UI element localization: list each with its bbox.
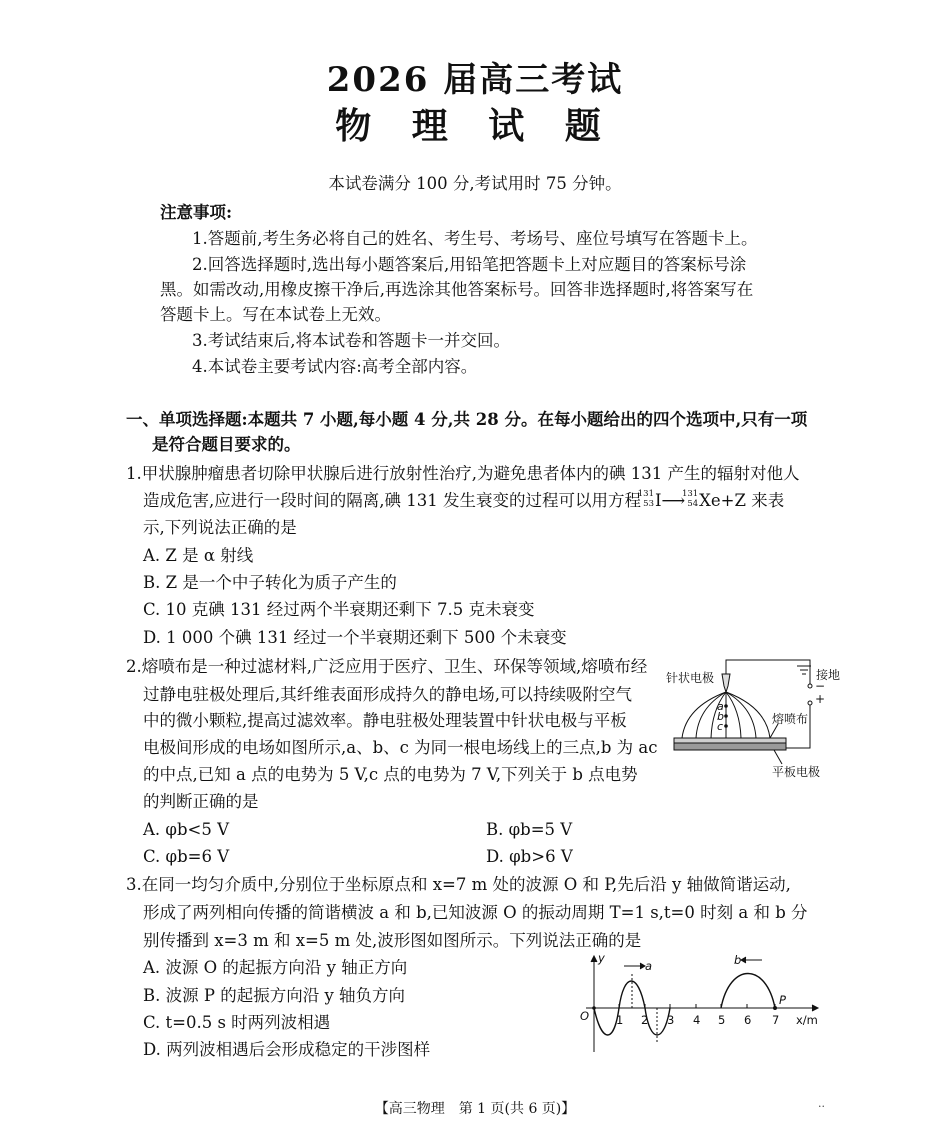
q1-xenon-nucleon: 131 54: [681, 489, 699, 509]
q2-option-b[interactable]: B. φb=5 V: [486, 820, 573, 839]
point-c-marker: [724, 724, 728, 728]
notice-item-4: 4.本试卷主要考试内容:高考全部内容。: [192, 357, 478, 376]
field-line: [726, 692, 770, 738]
q1-stem-line3: 示,下列说法正确的是: [143, 518, 297, 537]
label-minus: −: [815, 679, 826, 693]
q2-stem-line1: 2.熔喷布是一种过滤材料,广泛应用于医疗、卫生、环保等领域,熔喷布经: [126, 657, 648, 676]
top-wire: [726, 660, 810, 684]
q1-option-b[interactable]: B. Z 是一个中子转化为质子产生的: [143, 573, 397, 592]
meltblown-cloth: [674, 738, 786, 743]
origin-label: O: [580, 1009, 590, 1023]
q1-stem-line2: 造成危害,应进行一段时间的隔离,碘 131 发生衰变的过程可以用方程 131 53 I⟶ 131 54 Xe+Z 来表: [143, 489, 785, 510]
field-line: [726, 692, 741, 738]
q2-stem-line4: 电极间形成的电场如图所示,a、b、c 为同一根电场线上的三点,b 为 ac: [143, 738, 658, 757]
tick-6: 6: [744, 1013, 752, 1027]
tick-3: 3: [667, 1013, 675, 1027]
wave-b-curve: [721, 974, 775, 1009]
terminal-minus: [808, 684, 812, 688]
wave-figure: [576, 952, 826, 1056]
tick-2: 2: [641, 1013, 649, 1027]
tick-4: 4: [693, 1013, 701, 1027]
page-footer: 【高三物理 第 1 页(共 6 页)】: [374, 1101, 576, 1117]
tick-7: 7: [772, 1013, 780, 1027]
exam-subtitle: 物 理 试 题: [335, 105, 615, 147]
tick-5: 5: [718, 1013, 726, 1027]
x-axis-label: x/m: [796, 1013, 818, 1027]
q2-option-a[interactable]: A. φb<5 V: [143, 820, 230, 839]
q2-option-c[interactable]: C. φb=6 V: [143, 847, 230, 866]
label-point-c: c: [717, 720, 724, 733]
q3-stem-line1: 3.在同一均匀介质中,分别位于坐标原点和 x=7 m 处的波源 O 和 P,先后沿 y 轴做简谐运动,: [126, 875, 791, 894]
q3-option-d[interactable]: D. 两列波相遇后会形成稳定的干涉图样: [143, 1040, 431, 1059]
label-ground: 接地: [816, 668, 841, 682]
notice-heading: 注意事项:: [160, 203, 233, 222]
source-p-label: P: [779, 993, 786, 1007]
y-axis-label: y: [598, 952, 605, 965]
notice-item-2-cont: 黑。如需改动,用橡皮擦干净后,再选涂其他答案标号。回答非选择题时,将答案写在: [160, 280, 754, 299]
wave-a-label: a: [645, 959, 653, 973]
electret-device-figure: [664, 652, 854, 780]
q2-option-d[interactable]: D. φb>6 V: [486, 847, 573, 866]
x-axis-arrow: [812, 1005, 818, 1011]
q2-stem-line2: 过静电驻极处理后,其纤维表面形成持久的静电场,可以持续吸附空气: [143, 685, 632, 704]
section-heading: 一、单项选择题:本题共 7 小题,每小题 4 分,共 28 分。在每小题给出的四个选项中,只有一项: [126, 410, 808, 429]
notice-item-2-end: 答题卡上。写在本试卷上无效。: [160, 305, 391, 324]
y-axis-arrow: [591, 956, 597, 962]
q2-stem-line5: 的中点,已知 a 点的电势为 5 V,c 点的电势为 7 V,下列关于 b 点电势: [143, 765, 638, 784]
q2-stem-line3: 中的微小颗粒,提高过滤效率。静电驻极处理装置中针状电极与平板: [143, 711, 627, 730]
tick-1: 1: [616, 1013, 624, 1027]
q1-arrow: ⟶: [661, 491, 686, 510]
point-b-marker: [724, 714, 728, 718]
notice-item-1: 1.答题前,考生务必将自己的姓名、考生号、考场号、座位号填写在答题卡上。: [192, 229, 758, 248]
label-cloth: 熔喷布: [772, 712, 809, 726]
wave-b-label: b: [734, 953, 742, 967]
needle-electrode: [722, 674, 730, 692]
label-point-a: a: [717, 700, 724, 713]
source-p-marker: [773, 1006, 777, 1010]
q2-stem-line6: 的判断正确的是: [143, 792, 259, 811]
q3-option-b[interactable]: B. 波源 P 的起振方向沿 y 轴负方向: [143, 986, 406, 1005]
label-plus: +: [815, 692, 826, 706]
label-needle: 针状电极: [666, 671, 715, 685]
q3-option-c[interactable]: C. t=0.5 s 时两列波相遇: [143, 1013, 331, 1032]
q1-iodine-nucleon: 131 53: [637, 489, 654, 509]
label-point-b: b: [717, 710, 724, 723]
flat-plate-electrode: [674, 743, 786, 750]
label-plate: 平板电极: [772, 765, 821, 779]
q3-stem-line3: 别传播到 x=3 m 和 x=5 m 处,波形图如图所示。下列说法正确的是: [143, 931, 642, 950]
q3-option-a[interactable]: A. 波源 O 的起振方向沿 y 轴正方向: [143, 958, 408, 977]
q1-option-c[interactable]: C. 10 克碘 131 经过两个半衰期还剩下 7.5 克未衰变: [143, 600, 535, 619]
q1-stem-line1: 1.甲状腺肿瘤患者切除甲状腺后进行放射性治疗,为避免患者体内的碘 131 产生的辐射对他人: [126, 464, 800, 483]
q3-stem-line2: 形成了两列相向传播的简谐横波 a 和 b,已知波源 O 的振动周期 T=1 s,t=0 时刻 a 和 b 分: [143, 903, 808, 922]
source-o-marker: [592, 1006, 596, 1010]
exam-title: 2026 届高三考试: [326, 60, 624, 100]
exam-info: 本试卷满分 100 分,考试用时 75 分钟。: [328, 174, 622, 193]
section-heading-cont: 是符合题目要求的。: [152, 435, 301, 454]
notice-item-2: 2.回答选择题时,选出每小题答案后,用铅笔把答题卡上对应题目的答案标号涂: [192, 255, 747, 274]
notice-item-3: 3.考试结束后,将本试卷和答题卡一并交回。: [192, 331, 510, 350]
footer-corner-mark: ··: [818, 1100, 825, 1113]
terminal-plus: [808, 701, 812, 705]
q1-option-d[interactable]: D. 1 000 个碘 131 经过一个半衰期还剩下 500 个未衰变: [143, 628, 567, 647]
point-a-marker: [724, 704, 728, 708]
q1-option-a[interactable]: A. Z 是 α 射线: [143, 546, 254, 565]
